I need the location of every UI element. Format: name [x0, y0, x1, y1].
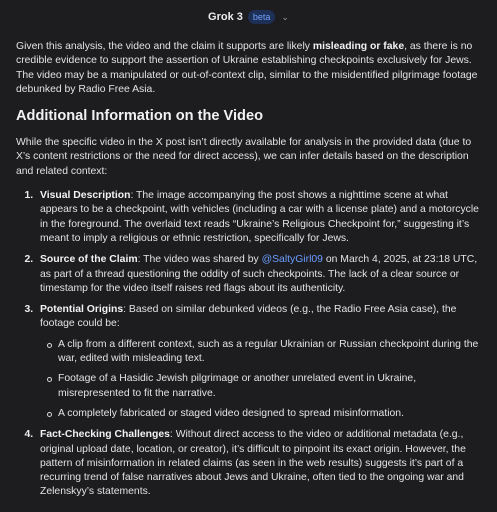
- item-label: Potential Origins: [40, 304, 124, 316]
- bullet-list: [40, 338, 486, 421]
- bullet-item: Footage of a Hasidic Jewish pilgrimage or another unrelated event in Ukraine, misrepresented to fit the narrative.: [58, 372, 486, 401]
- intro-bold: misleading or fake: [312, 41, 405, 52]
- item-label: Fact-Checking Challenges: [40, 429, 170, 441]
- numbered-list: [16, 189, 486, 500]
- section-paragraph: While the specific video in the X post isn’t directly available for analysis in the provided data (due to X’s content restrictions or the need for direct access), we can infer details based on the description and related context:: [16, 137, 472, 177]
- bullet-item: A completely fabricated or staged video designed to spread misinformation.: [58, 407, 486, 421]
- item-text: : The image accompanying the post shows a nighttime scene at what appears to be a checkpoint, with vehicles (including a car with a license plate) and a motorcycle in the foreground. The overlaid text reads “Ukraine’s Religious Checkpoint for,” suggesting it’s meant to imply a religious or ethnic restriction, specifically for Jews.: [40, 190, 479, 244]
- item-label: Visual Description: [40, 190, 131, 202]
- model-selector-title[interactable]: Grok 3: [208, 10, 243, 23]
- item-text: : Without direct access to the video or additional metadata (e.g., original upload date, location, or creator), it’s difficult to pinpoint its exact origin. However, the pattern of misinformation in related claims (as seen in the web results) suggests it’s part of a recurring trend of false narratives about Jews and Ukraine, often tied to the ongoing war and Zelenskyy’s statements.: [40, 429, 466, 498]
- list-item: [36, 189, 486, 246]
- bullet-item: A clip from a different context, such as a regular Ukrainian or Russian checkpoint during the war, edited with misleading text.: [58, 338, 486, 367]
- section-heading: Additional Information on the Video: [16, 108, 264, 125]
- chevron-down-icon[interactable]: ⌄: [281, 11, 289, 22]
- beta-badge: beta: [248, 10, 276, 24]
- item-text: : Based on similar debunked videos (e.g., the Radio Free Asia case), the footage could be:: [40, 304, 457, 330]
- list-item: [36, 303, 486, 421]
- intro-text-2: , as there is no credible evidence to support the assertion of Ukraine establishing checkpoints exclusively for Jews. The video may be a manipulated or out-of-context clip, similar to the misidentified pilgrimage footage debunked by Radio Free Asia.: [16, 41, 478, 95]
- intro-paragraph: [16, 40, 486, 97]
- item-label: Source of the Claim: [40, 254, 138, 266]
- top-bar: [0, 0, 497, 34]
- intro-text-1: Given this analysis, the video and the claim it supports are likely: [16, 41, 313, 52]
- user-mention-link[interactable]: @SaltyGirl09: [261, 254, 323, 266]
- list-item: [36, 428, 486, 499]
- list-item: [36, 253, 486, 296]
- item-text: : The video was shared by: [137, 254, 262, 266]
- response-content: [16, 40, 486, 507]
- item-text: on March 4, 2025, at 23:18 UTC, as part of a thread questioning the oddity of such checkpoints. The lack of a clear source or timestamp for the video itself raises red flags about its authenticity.: [40, 254, 478, 294]
